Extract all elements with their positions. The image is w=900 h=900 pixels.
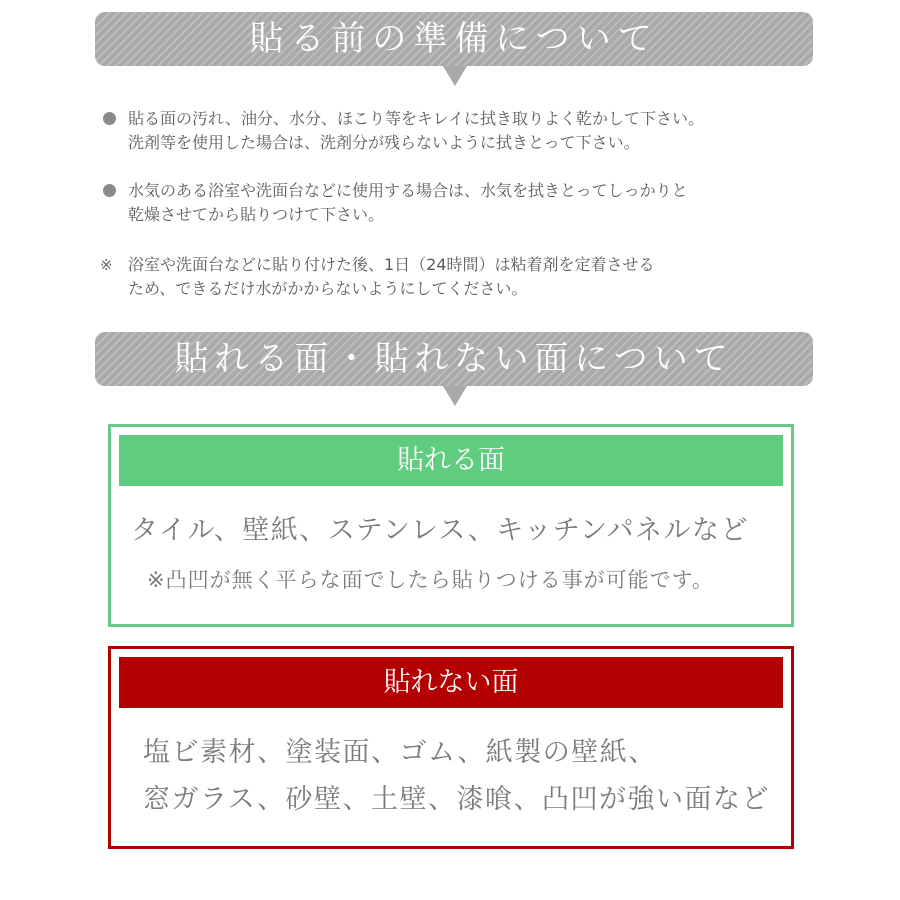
- banner-pointer-arrow: [443, 66, 467, 86]
- preparation-note-curing: [100, 253, 820, 301]
- unsuitable-surfaces-line: 窓ガラス、砂壁、土壁、漆喰、凸凹が強い面など: [143, 784, 770, 815]
- surfaces-section-banner: [95, 332, 813, 386]
- bullet-dot-icon: [103, 184, 116, 197]
- surfaces-section-title: 貼れる面・貼れない面について: [174, 339, 734, 379]
- note-line: 貼る面の汚れ、油分、水分、ほこり等をキレイに拭き取りよく乾かして下さい。: [128, 109, 705, 128]
- note-line: 乾燥させてから貼りつけて下さい。: [128, 205, 385, 224]
- bullet-dot-icon: [103, 112, 116, 125]
- preparation-note-cleaning: [100, 107, 820, 155]
- unsuitable-surfaces-box: [108, 646, 794, 849]
- note-reference-mark: [100, 253, 128, 301]
- suitable-surfaces-examples: タイル、壁紙、ステンレス、キッチンパネルなど: [131, 515, 749, 546]
- note-line: 洗剤等を使用した場合は、洗剤分が残らないように拭きとって下さい。: [128, 133, 640, 152]
- preparation-section-title: 貼る前の準備について: [249, 19, 659, 59]
- note-line: 浴室や洗面台などに貼り付けた後、1日（24時間）は粘着剤を定着させる: [128, 255, 655, 274]
- note-bullet: [100, 107, 128, 155]
- suitable-surfaces-box: [108, 424, 794, 627]
- reference-mark: ※: [100, 256, 113, 274]
- unsuitable-surfaces-heading: 貼れない面: [119, 657, 783, 708]
- suitable-surfaces-note: ※凸凹が無く平らな面でしたら貼りつける事が可能です。: [147, 568, 714, 592]
- preparation-note-moisture: [100, 179, 820, 227]
- note-line: ため、できるだけ水がかからないようにしてください。: [128, 279, 528, 298]
- preparation-section-banner: [95, 12, 813, 66]
- unsuitable-surfaces-line: 塩ビ素材、塗装面、ゴム、紙製の壁紙、: [143, 737, 657, 768]
- suitable-surfaces-heading: 貼れる面: [119, 435, 783, 486]
- note-bullet: [100, 179, 128, 227]
- note-line: 水気のある浴室や洗面台などに使用する場合は、水気を拭きとってしっかりと: [128, 181, 688, 200]
- banner-pointer-arrow: [443, 386, 467, 406]
